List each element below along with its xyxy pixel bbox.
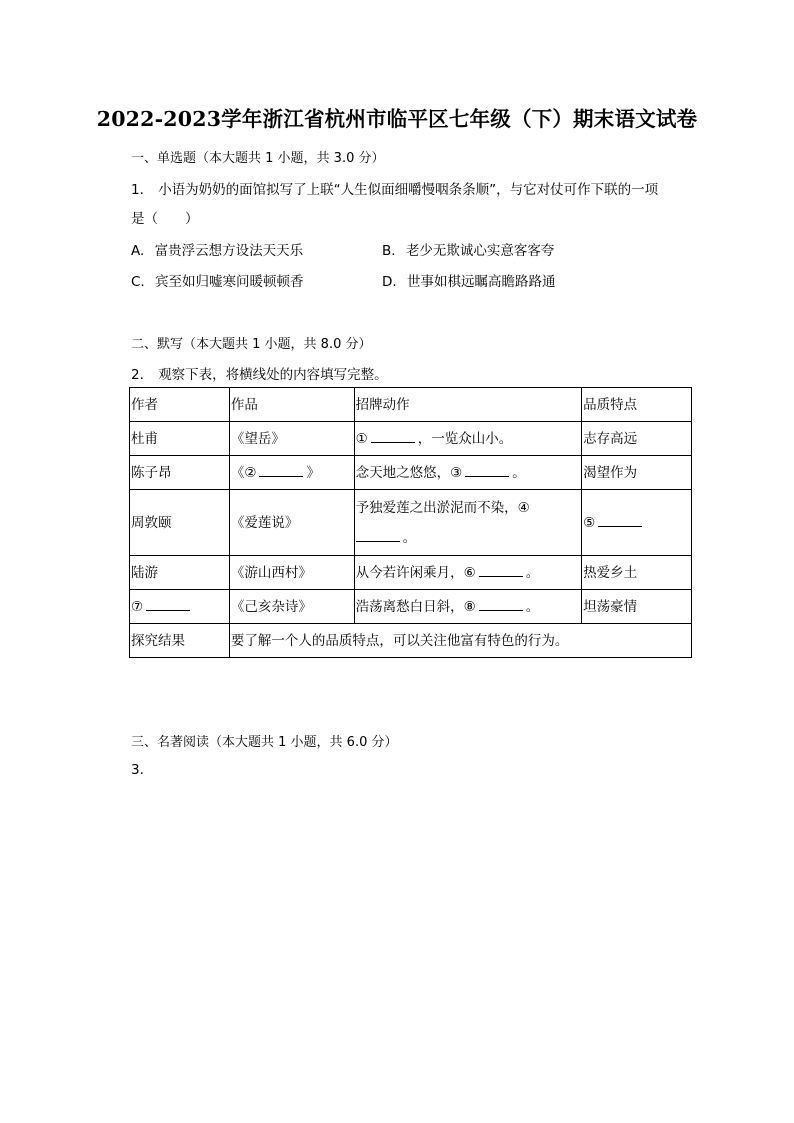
action-prefix: 予独爱莲之出淤泥而不染，④: [355, 499, 530, 516]
table-row: [130, 456, 692, 490]
option-a: [131, 239, 303, 259]
author-prefix: ⑦: [131, 599, 144, 615]
section-heading-2: 二、默写（本大题共 1 小题，共 8.0 分）: [131, 337, 372, 352]
action-prefix: ①: [355, 431, 368, 447]
action-cell: [354, 490, 582, 556]
column-header: 作者: [130, 388, 230, 422]
option-d: [382, 270, 555, 290]
question-text: 观察下表，将横线处的内容填写完整。: [158, 367, 388, 383]
option-c: [131, 270, 304, 290]
author-cell: 陈子昂: [130, 456, 230, 490]
action-cell: [354, 590, 582, 624]
table-row: [130, 490, 692, 556]
option-text: 老少无欺诚心实意客客夸: [405, 243, 555, 259]
section-heading-1: 一、单选题（本大题共 1 小题，共 3.0 分）: [131, 151, 385, 166]
trait-cell: 志存高远: [582, 422, 692, 456]
option-b: [382, 239, 554, 259]
author-cell: 周敦颐: [130, 490, 230, 556]
table-row: [130, 556, 692, 590]
action-cell: [354, 456, 582, 490]
trait-cell: 热爱乡土: [582, 556, 692, 590]
work-cell: 《己亥杂诗》: [229, 590, 354, 624]
option-text: 富贵浮云想方设法天天乐: [154, 243, 304, 259]
fill-blank[interactable]: [465, 462, 509, 477]
work-cell: 《望岳》: [229, 422, 354, 456]
fill-blank[interactable]: [259, 462, 303, 477]
action-cell: [354, 422, 582, 456]
fill-blank[interactable]: [479, 562, 523, 577]
fill-blank[interactable]: [598, 512, 642, 527]
work-prefix: 《②: [230, 465, 257, 481]
page-title: 2022-2023学年浙江省杭州市临平区七年级（下）期末语文试卷: [96, 107, 698, 131]
author-cell: [130, 590, 230, 624]
column-header: 招牌动作: [354, 388, 582, 422]
work-suffix: 》: [306, 465, 320, 481]
result-text: 要了解一个人的品质特点，可以关注他富有特色的行为。: [229, 624, 691, 658]
trait-prefix: ⑤: [583, 515, 596, 531]
fill-blank[interactable]: [479, 596, 523, 611]
author-cell: 陆游: [130, 556, 230, 590]
question-2: [131, 363, 388, 383]
option-text: 世事如棋远瞩高瞻路路通: [406, 274, 556, 290]
section-heading-3: 三、名著阅读（本大题共 1 小题，共 6.0 分）: [131, 735, 398, 750]
fill-blank[interactable]: [371, 428, 415, 443]
question-number: 1.: [131, 182, 144, 198]
option-label: C.: [131, 274, 145, 290]
author-cell: 杜甫: [130, 422, 230, 456]
column-header: 品质特点: [582, 388, 692, 422]
option-text: 宾至如归嘘寒问暖顿顿香: [155, 274, 304, 290]
work-cell: [229, 456, 354, 490]
action-suffix: 。: [402, 529, 417, 546]
work-cell: 《游山西村》: [229, 556, 354, 590]
trait-cell: 坦荡豪情: [582, 590, 692, 624]
option-label: B.: [382, 243, 396, 259]
option-label: A.: [131, 243, 145, 259]
question-text: 小语为奶奶的面馆拟写了上联“人生似面细嚼慢咽条条顺”，与它对仗可作下联的一项: [158, 182, 659, 198]
table-header-row: [130, 388, 692, 422]
option-label: D.: [382, 274, 397, 290]
trait-cell: 渴望作为: [582, 456, 692, 490]
question-number: 2.: [131, 367, 144, 383]
action-suffix: 。: [512, 465, 526, 481]
action-cell: [354, 556, 582, 590]
action-suffix: ，一览众山小。: [417, 431, 513, 447]
result-label: 探究结果: [130, 624, 230, 658]
table-result-row: [130, 624, 692, 658]
trait-cell: [582, 490, 692, 556]
fill-blank[interactable]: [146, 596, 190, 611]
table-row: [130, 422, 692, 456]
column-header: 作品: [229, 388, 354, 422]
fill-blank[interactable]: [356, 527, 400, 542]
action-prefix: 浩荡离愁白日斜，⑧: [355, 599, 476, 615]
question-1-line-2: 是（ ）: [131, 211, 199, 227]
table-row: [130, 590, 692, 624]
poem-table: [129, 387, 692, 658]
action-suffix: 。: [525, 565, 540, 581]
question-3-number: 3.: [131, 762, 144, 778]
question-1-line-1: [131, 178, 658, 198]
action-suffix: 。: [525, 599, 540, 615]
work-cell: 《爱莲说》: [229, 490, 354, 556]
action-prefix: 念天地之悠悠，③: [355, 465, 463, 481]
action-prefix: 从今若许闲乘月，⑥: [355, 565, 476, 581]
